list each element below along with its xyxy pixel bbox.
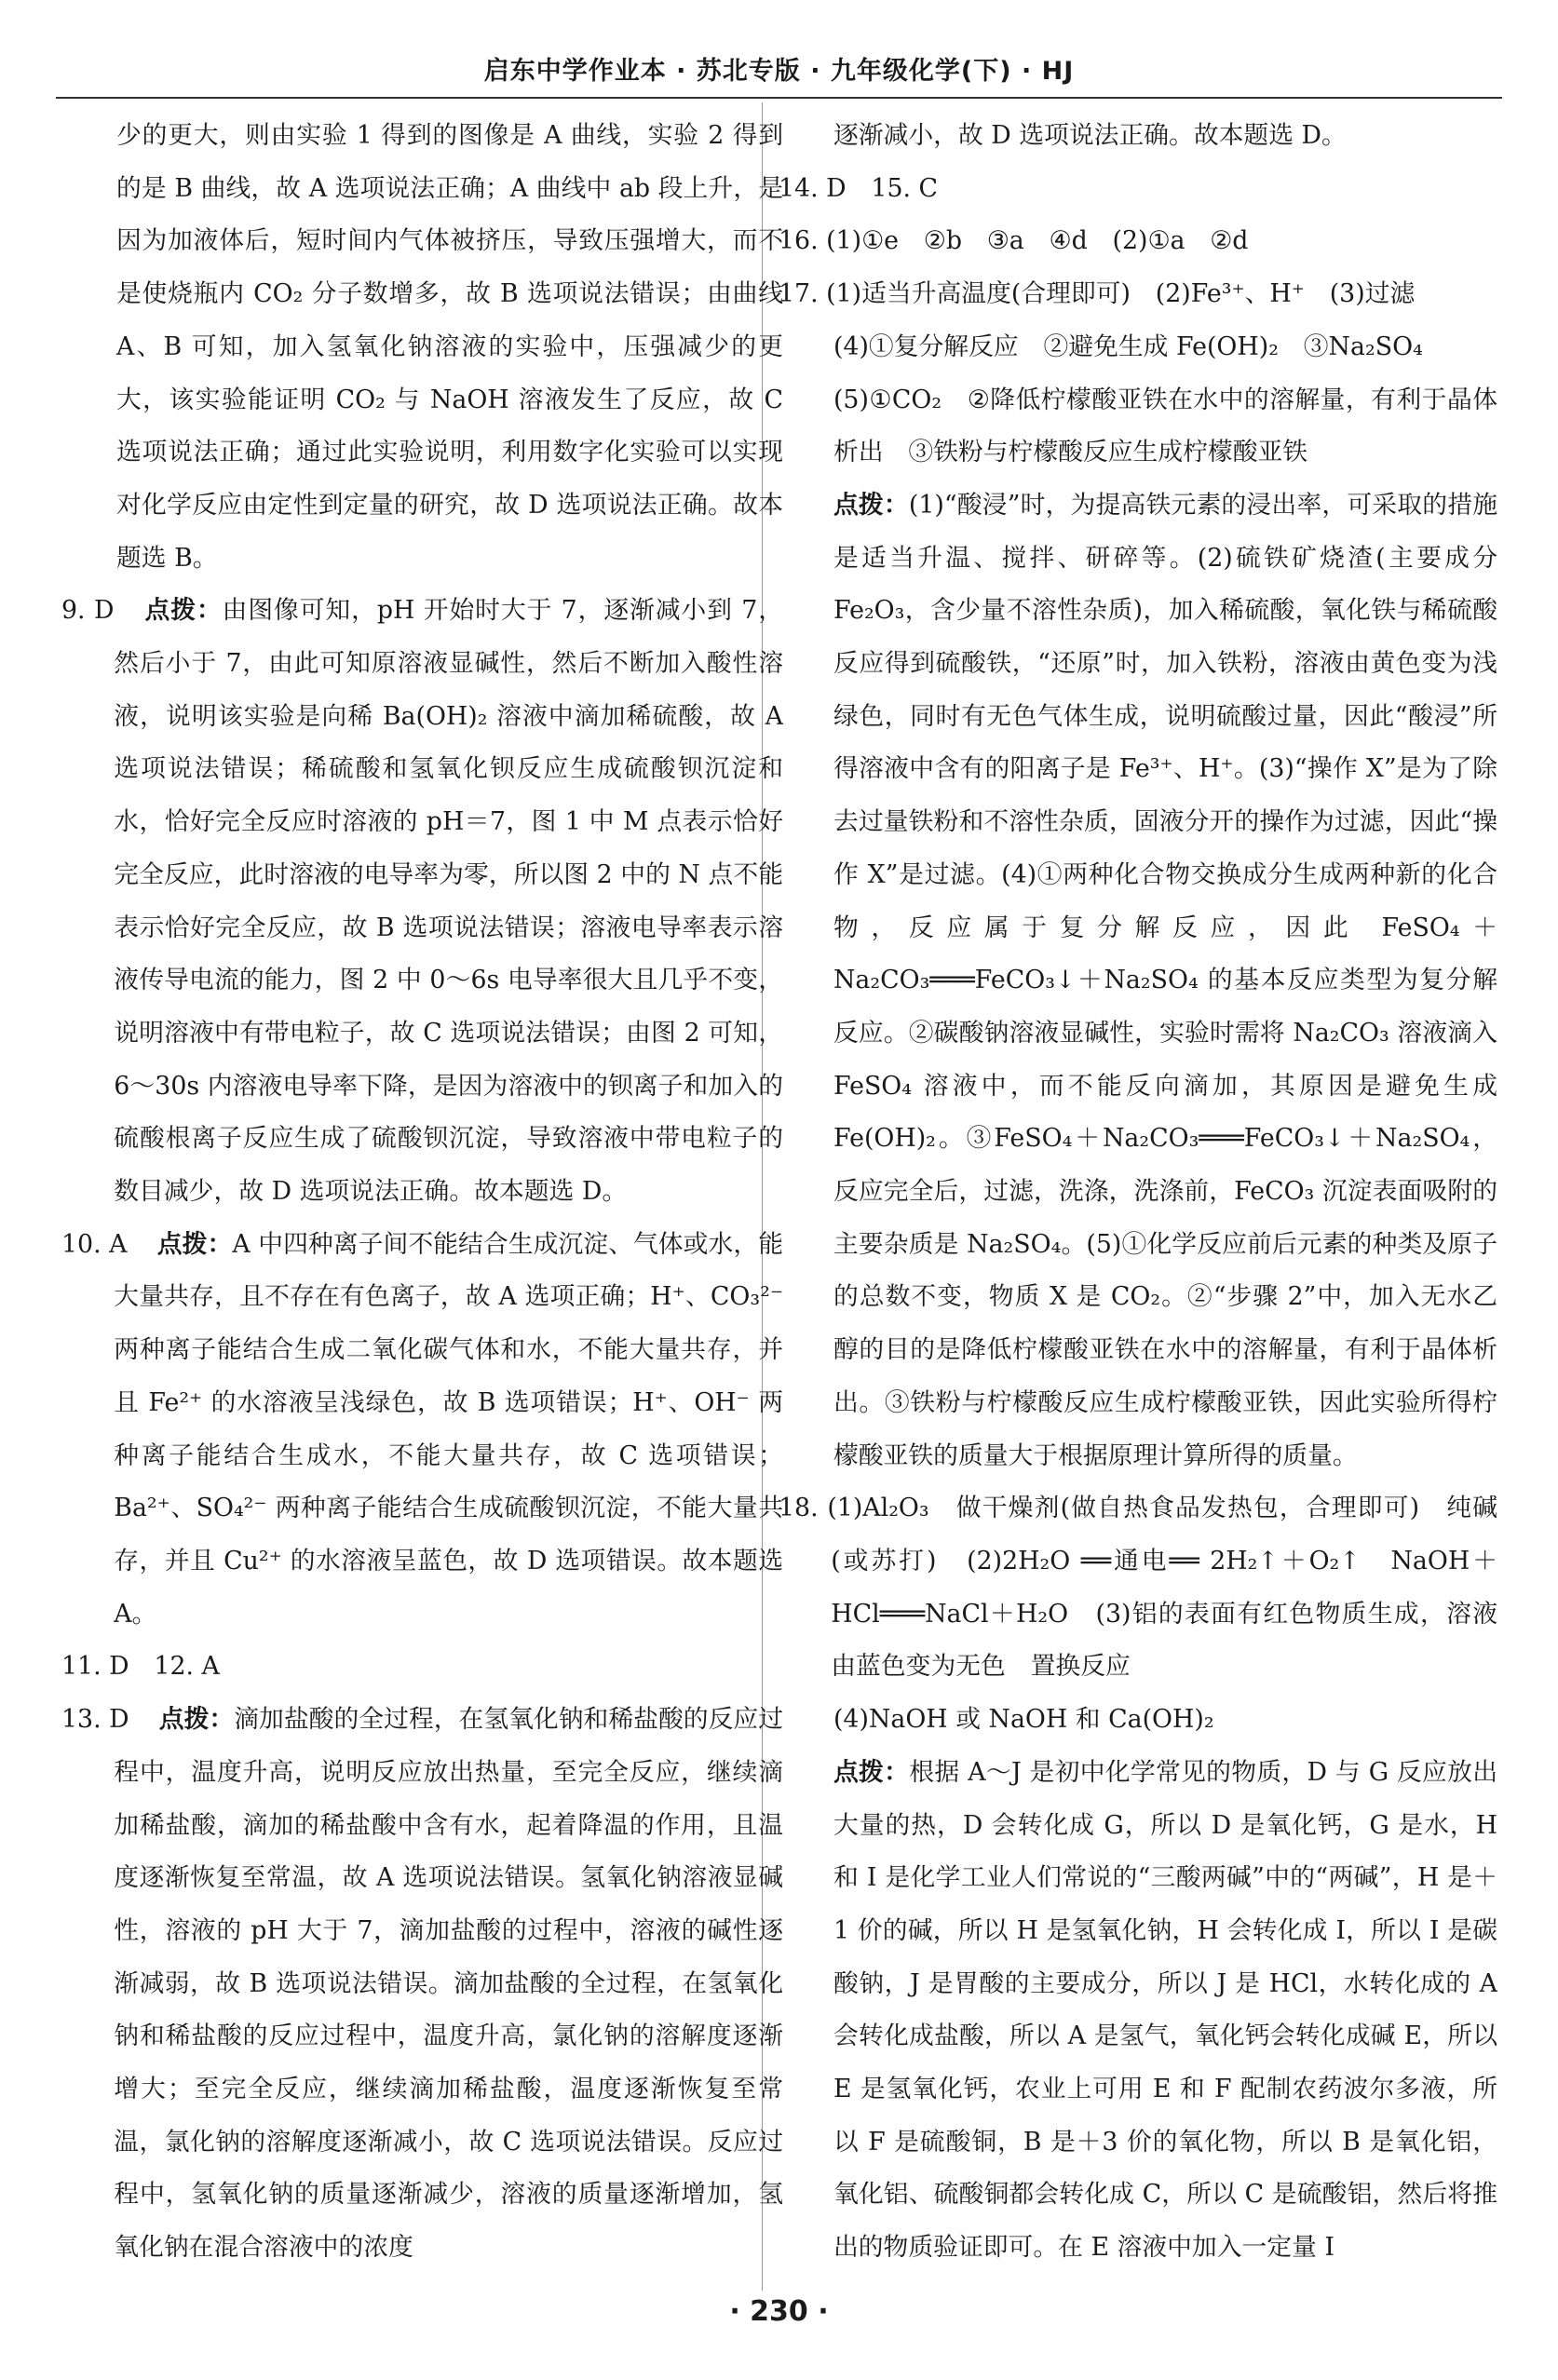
hint-label: 点拨： — [833, 1757, 910, 1787]
answer-item — [61, 1694, 783, 2275]
hint-paragraph — [779, 480, 1497, 1482]
answer-text: A 中四种离子间不能结合生成沉淀、气体或水，能大量共存，且不存在有色离子，故 A 选项正确；H⁺、CO₃²⁻ 两种离子能结合生成二氧化碳气体和水，不能大量共存，并且 Fe²⁺ 的水溶液呈浅绿色，故 B 选项错误；H⁺、OH⁻ 两种离子能结合生成水，不能大量共存，故 C 选项错误；Ba²⁺、SO₄²⁻ 两种离子能结合生成硫酸钡沉淀，不能大量共存，并且 Cu²⁺ 的水溶液呈蓝色，故 D 选项错误。故本题选 A。 — [114, 1229, 783, 1629]
answer-item — [779, 268, 1497, 321]
answer-text: 滴加盐酸的全过程，在氢氧化钠和稀盐酸的反应过程中，温度升高，说明反应放出热量，至完全反应，继续滴加稀盐酸，滴加的稀盐酸中含有水，起着降温的作用，且温度逐渐恢复至常温，故 A 选项说法错误。氢氧化钠溶液显碱性，溶液的 pH 大于 7，滴加盐酸的过程中，溶液的碱性逐渐减弱，故 B 选项说法错误。滴加盐酸的全过程，在氢氧化钠和稀盐酸的反应过程中，温度升高，氯化钠的溶解度逐渐增大；至完全反应，继续滴加稀盐酸，温度逐渐恢复至常温，氯化钠的溶解度逐渐减小，故 C 选项说法错误。反应过程中，氢氧化钠的质量逐渐减少，溶液的质量逐渐增加，氢氧化钠在混合溶液中的浓度 — [114, 1705, 783, 2263]
answer-item — [61, 1219, 783, 1642]
paragraph-text: 逐渐减小，故 D 选项说法正确。故本题选 D。 — [833, 121, 1347, 150]
paragraph-text: 少的更大，则由实验 1 得到的图像是 A 曲线，实验 2 得到的是 B 曲线，故 A 选项说法正确；A 曲线中 ab 段上升，是因为加液体后，短时间内气体被挤压，导致压强增大，而不是使烧瓶内 CO₂ 分子数增多，故 B 选项说法错误；由曲线 A、B 可知，加入氢氧化钠溶液的实验中，压强减少的更大，该实验能证明 CO₂ 与 NaOH 溶液发生了反应，故 C 选项说法正确；通过此实验说明，利用数字化实验可以实现对化学反应由定性到定量的研究，故 D 选项说法正确。故本题选 B。 — [115, 121, 783, 573]
answer-item — [779, 215, 1497, 268]
answer-subpart — [779, 374, 1497, 480]
hint-paragraph — [779, 1747, 1497, 2275]
question-number: 10. A — [61, 1229, 128, 1259]
question-number: 13. D — [61, 1705, 129, 1735]
hint-text: (1)“酸浸”时，为提高铁元素的浸出率，可采取的措施是适当升温、搅拌、研碎等。(2)硫铁矿烧渣(主要成分 Fe₂O₃，含少量不溶性杂质)，加入稀硫酸，氧化铁与稀硫酸反应得到硫酸铁，“还原”时，加入铁粉，溶液由黄色变为浅绿色，同时有无色气体生成，说明硫酸过量，因此“酸浸”所得溶液中含有的阳离子是 Fe³⁺、H⁺。(3)“操作 X”是为了除去过量铁粉和不溶性杂质，固液分开的操作为过滤，因此“操作 X”是过滤。(4)①两种化合物交换成分生成两种新的化合物，反应属于复分解反应，因此 FeSO₄＋Na₂CO₃═══FeCO₃↓＋Na₂SO₄ 的基本反应类型为复分解反应。②碳酸钠溶液显碱性，实验时需将 Na₂CO₃ 溶液滴入 FeSO₄ 溶液中，而不能反向滴加，其原因是避免生成 Fe(OH)₂。③FeSO₄＋Na₂CO₃═══FeCO₃↓＋Na₂SO₄，反应完全后，过滤，洗涤，洗涤前，FeCO₃ 沉淀表面吸附的主要杂质是 Na₂SO₄。(5)①化学反应前后元素的种类及原子的总数不变，物质 X 是 CO₂。②“步骤 2”中，加入无水乙醇的目的是降低柠檬酸亚铁在水中的溶解量，有利于晶体析出。③铁粉与柠檬酸反应生成柠檬酸亚铁，因此实验所得柠檬酸亚铁的质量大于根据原理计算所得的质量。 — [833, 490, 1497, 1470]
answer-text: (1)Al₂O₃ 做干燥剂(做自热食品发热包，合理即可) 纯碱(或苏打) (2)2H₂O ══通电══ 2H₂↑＋O₂↑ NaOH＋HCl═══NaCl＋H₂O (3)铝的表面有红色物质生成，溶液由蓝色变为无色 置换反应 — [827, 1494, 1497, 1682]
question-number: 16. — [779, 226, 819, 256]
answer-item — [779, 1482, 1497, 1694]
page-header: 启东中学作业本 · 苏北专版 · 九年级化学(下) · HJ — [483, 57, 1075, 86]
question-number: 9. D — [61, 596, 115, 626]
question-number: 11. D 12. A — [61, 1652, 220, 1682]
answer-item — [61, 1641, 783, 1694]
hint-label: 点拨： — [833, 490, 909, 520]
answer-text: 由图像可知，pH 开始时大于 7，逐渐减小到 7，然后小于 7，由此可知原溶液显碱性，然后不断加入酸性溶液，说明该实验是向稀 Ba(OH)₂ 溶液中滴加稀硫酸，故 A 选项说法错误；稀硫酸和氢氧化钡反应生成硫酸钡沉淀和水，恰好完全反应时溶液的 pH＝7，图 1 中 M 点表示恰好完全反应，此时溶液的电导率为零，所以图 2 中的 N 点不能表示恰好完全反应，故 B 选项说法错误；溶液电导率表示溶液传导电流的能力，图 2 中 0～6s 电导率很大且几乎不变，说明溶液中有带电粒子，故 C 选项说法错误；由图 2 可知，6～30s 内溶液电导率下降，是因为溶液中的钡离子和加入的硫酸根离子反应生成了硫酸钡沉淀，导致溶液中带电粒子的数目减少，故 D 选项说法正确。故本题选 D。 — [114, 596, 783, 1207]
subpart-text: (4)①复分解反应 ②避免生成 Fe(OH)₂ ③Na₂SO₄ — [833, 331, 1423, 361]
header-rule — [56, 97, 1502, 99]
hint-text: 根据 A～J 是初中化学常见的物质，D 与 G 反应放出大量的热，D 会转化成 G，所以 D 是氧化钙，G 是水，H 和 I 是化学工业人们常说的“三酸两碱”中的“两碱”，H 是＋1 价的碱，所以 H 是氢氧化钠，H 会转化成 I，所以 I 是碳酸钠，J 是胃酸的主要成分，所以 J 是 HCl，水转化成的 A 会转化成盐酸，所以 A 是氢气，氧化钙会转化成碱 E，所以 E 是氢氧化钙，农业上可用 E 和 F 配制农药波尔多液，所以 F 是硫酸铜，B 是＋3 价的氧化物，所以 B 是氧化铝，氧化铝、硫酸铜都会转化成 C，所以 C 是硫酸铝，然后将推出的物质验证即可。在 E 溶液中加入一定量 I — [833, 1757, 1497, 2263]
answer-subpart — [779, 1694, 1497, 1747]
question-number: 17. — [779, 279, 819, 309]
question-number: 18. — [779, 1494, 819, 1523]
hint-label: 点拨： — [158, 1705, 235, 1735]
hint-label: 点拨： — [143, 596, 223, 626]
answer-text: (1)适当升高温度(合理即可) (2)Fe³⁺、H⁺ (3)过滤 — [826, 279, 1416, 309]
answer-item — [779, 163, 1497, 216]
hint-label: 点拨： — [156, 1229, 233, 1259]
page-number: · 230 · — [729, 2295, 829, 2328]
continued-paragraph — [779, 110, 1497, 163]
answer-text: (1)①e ②b ③a ④d (2)①a ②d — [826, 226, 1249, 256]
right-column — [779, 110, 1497, 2279]
question-number: 14. D 15. C — [779, 173, 939, 203]
continued-paragraph — [61, 110, 783, 585]
answer-item — [61, 585, 783, 1218]
subpart-text: (5)①CO₂ ②降低柠檬酸亚铁在水中的溶解量，有利于晶体析出 ③铁粉与柠檬酸反应生成柠檬酸亚铁 — [833, 385, 1497, 467]
answer-subpart — [779, 321, 1497, 374]
left-column — [61, 110, 783, 2279]
subpart-text: (4)NaOH 或 NaOH 和 Ca(OH)₂ — [833, 1705, 1214, 1735]
